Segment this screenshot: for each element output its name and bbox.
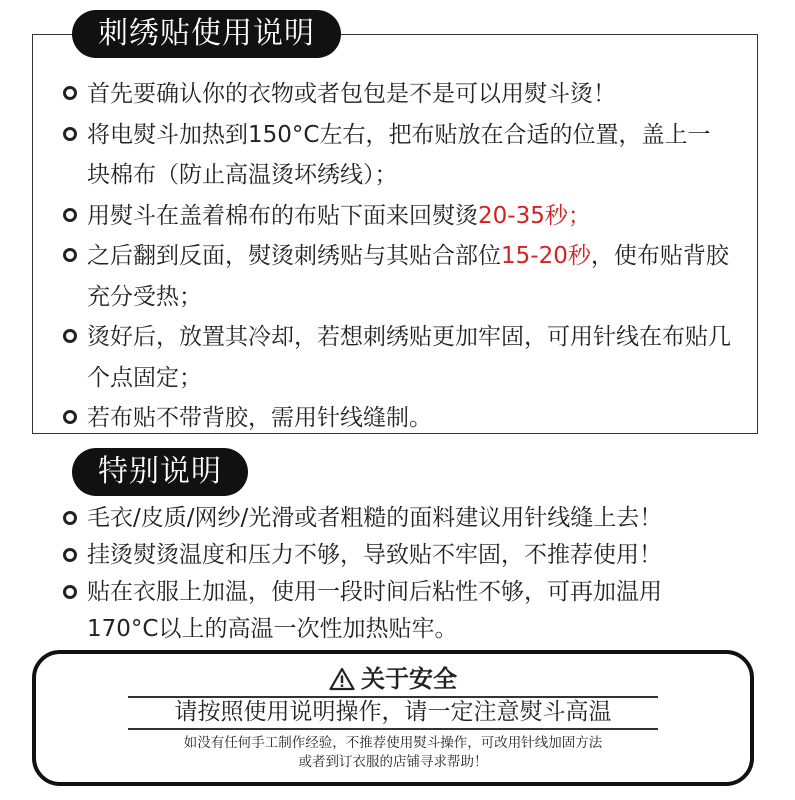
bullet-icon — [63, 127, 77, 141]
list-item: 将电熨斗加热到150°C左右，把布贴放在合适的位置，盖上一块棉布（防止高温烫坏绣线）； — [60, 115, 733, 196]
list-item: 贴在衣服上加温，使用一段时间后粘性不够，可再加温用170°C以上的高温一次性加热贴牢。 — [60, 574, 711, 648]
time-highlight: 20-35秒； — [478, 202, 591, 229]
list-item: 首先要确认你的衣物或者包包是不是可以用熨斗烫！ — [60, 74, 733, 115]
bullet-icon — [63, 248, 77, 262]
bullet-icon — [63, 410, 77, 424]
bullet-icon — [63, 511, 77, 525]
usage-title: 刺绣贴使用说明 — [72, 10, 341, 58]
safety-note-line: 如没有任何手工制作经验，不推荐使用熨斗操作，可改用针线加固方法 — [183, 735, 603, 751]
list-item: 毛衣/皮质/网纱/光滑或者粗糙的面料建议用针线缝上去！ — [60, 500, 711, 537]
bullet-icon — [63, 86, 77, 100]
list-item: 之后翻到反面，熨烫刺绣贴与其贴合部位15-20秒，使布贴背胶充分受热； — [60, 236, 733, 317]
bullet-icon — [63, 548, 77, 562]
time-highlight: 15-20秒 — [501, 243, 591, 269]
special-list — [60, 500, 711, 648]
safety-box — [32, 650, 754, 786]
list-item: 若布贴不带背胶，需用针线缝制。 — [60, 398, 733, 439]
divider — [128, 728, 658, 730]
usage-list — [60, 74, 733, 439]
safety-title: 关于安全 — [361, 665, 457, 693]
warning-triangle-icon — [329, 667, 355, 691]
safety-note — [36, 734, 750, 772]
list-item: 烫好后，放置其冷却，若想刺绣贴更加牢固，可用针线在布贴几个点固定； — [60, 317, 733, 398]
safety-note-line: 或者到订衣服的店铺寻求帮助！ — [298, 754, 488, 770]
list-item: 用熨斗在盖着棉布的布贴下面来回熨烫20-35秒； — [60, 196, 733, 237]
list-item: 挂烫熨烫温度和压力不够，导致贴不牢固，不推荐使用！ — [60, 537, 711, 574]
bullet-icon — [63, 585, 77, 599]
special-title: 特别说明 — [72, 448, 248, 496]
safety-heading — [36, 664, 750, 694]
safety-main-text: 请按照使用说明操作，请一定注意熨斗高温 — [174, 699, 612, 725]
bullet-icon — [63, 208, 77, 222]
bullet-icon — [63, 329, 77, 343]
